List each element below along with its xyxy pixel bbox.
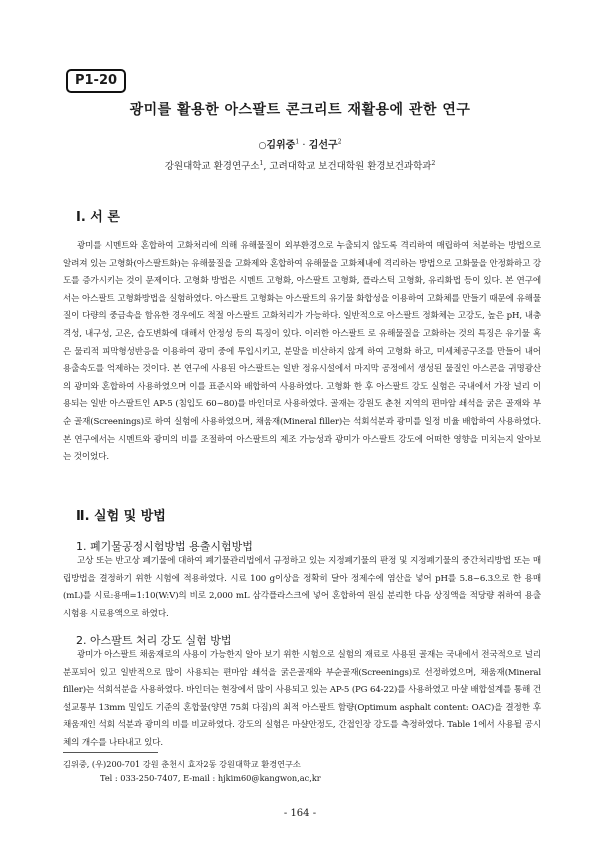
author-2: 김선구 [308, 140, 338, 151]
methods-heading: Ⅱ. 실험 및 방법 [76, 509, 166, 524]
footnote-address: 김위중, (우)200-701 강원 춘천시 효자2동 강원대학교 환경연구소 [63, 759, 301, 769]
paper-title: 광미를 활용한 아스팔트 콘크리트 재활용에 관한 연구 [129, 102, 471, 118]
affiliation-line [0, 158, 600, 172]
subsection-2-paragraph: 광미가 아스팔트 채움재로의 사용이 가능한지 알아 보기 위한 시험으로 실험의 재료로 사용된 골재는 국내에서 전국적으로 널리 분포되어 있고 일반적으로 많이 사용되는 편마암 쇄석을 굵은골재와 부순골재(Screenings)로 선정하였으며, 채움재(Mineral filler)는 석회석분을 사용하였다. 바인더는 현장에서 많이 사용되고 있는 AP-5 (PG 64-22)를 사용하였고 마샬 배합설계를 통해 건설교통부 13mm 밀입도 기준의 혼합물(양면 75회 다짐)의 최적 아스팔트 함량(Optimum asphalt content: OAC)을 결정한 후 채움재인 석회 석분과 광미의 비를 비교하였다. 강도의 실험은 마샬안정도, 간접인장 강도를 측정하였다. Table 1에서 사용될 공시체의 개수를 나타내고 있다. [63, 650, 541, 748]
intro-heading: Ⅰ. 서 론 [76, 210, 120, 225]
footnote-divider [63, 752, 158, 753]
author-2-sup: 2 [337, 138, 342, 146]
footnote-contact: Tel : 033-250-7407, E-mail : hjkim60@kangwon,ac,kr [100, 773, 321, 783]
affiliation-2: 고려대학교 보건대학원 환경보건과학과 [269, 161, 432, 172]
author-line [0, 136, 600, 151]
presenter-marker: ○ [258, 141, 267, 151]
poster-id-badge: P1-20 [66, 69, 126, 93]
affiliation-2-sup: 2 [431, 159, 436, 167]
author-1: 김위중 [266, 140, 296, 151]
affiliation-1-sup: 1 [259, 159, 264, 167]
author-1-sup: 1 [295, 138, 300, 146]
author-separator: · [299, 140, 309, 151]
subsection-1-paragraph: 고상 또는 반고상 폐기물에 대하여 폐기물관리법에서 규정하고 있는 지정폐기물의 판정 및 지정폐기물의 중간처리방법 또는 매립방법을 결정하기 위한 시험에 적용하였다. 시료 100 g이상을 정확히 달아 정제수에 염산을 넣어 pH를 5.8~6.3으로 한 용매(mL)를 시료:용매=1:10(W:V)의 비로 2,000 mL 삼각플라스크에 넣어 혼합하여 원심 분리한 다음 상징액을 적당량 취하여 용출시험용 시료용액으로 하였다. [63, 556, 541, 619]
intro-paragraph: 광미를 시멘트와 혼합하여 고화처리에 의해 유해물질이 외부환경으로 누출되지 않도록 격리하여 매립하여 처분하는 방법으로 알려져 있는 고형화(아스팔트화)는 유해물질을 고화제와 혼합하여 유해물을 고화체내에 격리하는 방법으로 고화물을 안정화하고 강도를 증가시키는 것이 문제이다. 고형화 방법은 시멘트 고형화, 아스팔트 고형화, 플라스틱 고형화, 유리화법 등이 있다. 본 연구에서는 아스팔트 고형화방법을 실험하였다. 아스팔트 고형화는 아스팔트의 유기물 화합성을 이용하여 고화체를 만들기 때문에 유해물질이 다량의 중금속을 함유한 경우에도 적절 아스팔트 고화처리가 가능하다. 일반적으로 아스팔트 정화체는 고강도, 높은 pH, 내충격성, 내구성, 고온, 습도변화에 대해서 안정성 등의 특징이 있다. 이러한 아스팔트 로 유해물질을 고화하는 것의 특징은 유기물 혹은 물리적 피막형성반응을 이용하여 광미 중에 투입시키고, 분말을 비산하지 않게 하여 고형화 하고, 미세체공구조를 만들어 내어 용출속도를 억제하는 것이다. 본 연구에 사용된 아스팔트는 일반 정유시설에서 마지막 공정에서 생성된 물질인 아스콘을 귀명광산의 광미와 혼합하여 사용하였으며 이를 표준시와 배합하여 사용하였다. 고형화 한 후 아스팔트 강도 실험은 국내에서 가장 널리 이용되는 일반 아스팔트인 AP-5 (침입도 60~80)를 바인더로 사용하였다. 골재는 강원도 춘천 지역의 편마암 쇄석을 굵은 골재와 부순 골재(Screenings)로 하여 실험에 사용하였으며, 채움재(Mineral filler)는 석회석분과 광미를 일정 비율 배합하여 사용하였다. 본 연구에서는 시멘트와 광미의 비를 조절하여 아스팔트의 제조 가능성과 광미가 아스팔트 강도에 어떠한 영향을 미치는지 알아보는 것이었다. [63, 241, 541, 463]
subsection-1-heading: 1. 폐기물공정시험방법 용출시험방법 [76, 540, 253, 553]
affiliation-1: 강원대학교 환경연구소 [164, 161, 260, 172]
page-number: - 164 - [283, 808, 317, 819]
affiliation-separator: , [263, 161, 270, 172]
subsection-2-heading: 2. 아스팔트 처리 강도 실험 방법 [76, 634, 232, 647]
